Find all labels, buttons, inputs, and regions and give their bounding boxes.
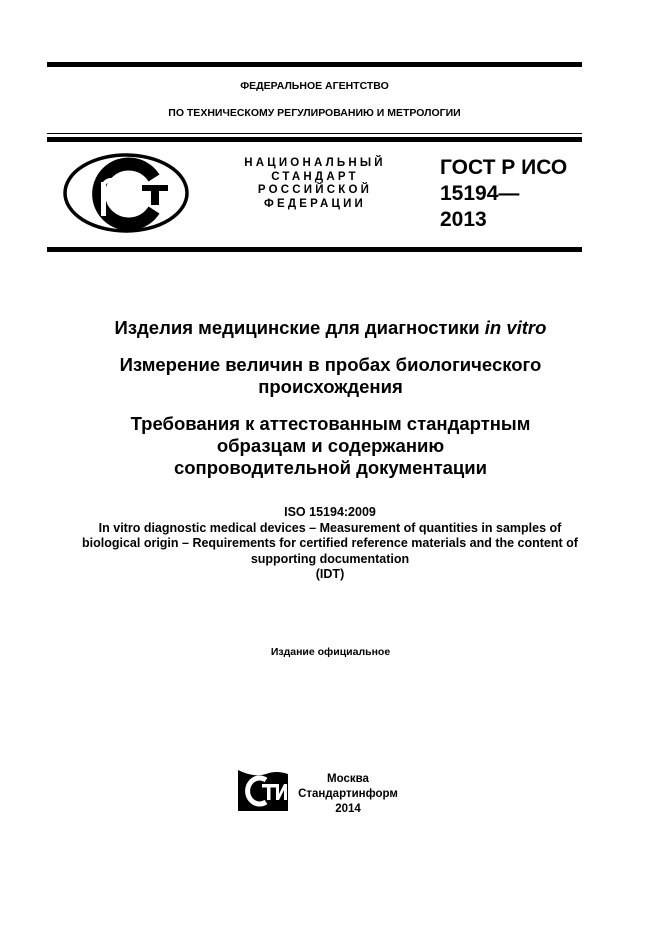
iso-code: ISO 15194:2009 <box>284 505 376 519</box>
title-part-1-italic: in vitro <box>484 317 547 338</box>
title-part-3 <box>47 413 614 479</box>
publisher-city: Москва <box>327 773 369 785</box>
designation-line-3: 2013 <box>440 208 487 231</box>
standartinform-logo-icon <box>236 768 290 812</box>
national-standard-label <box>222 157 408 211</box>
official-edition-label: Издание официальное <box>270 646 391 658</box>
rst-logo-icon <box>62 152 190 234</box>
iso-title-line-1: In vitro diagnostic medical devices – Measurement of quantities in samples of <box>98 520 562 535</box>
title-part-3-line-3: сопроводительной документации <box>173 457 488 478</box>
standard-designation <box>440 155 600 233</box>
designation-line-1: ГОСТ Р ИСО <box>440 156 568 179</box>
agency-line-1: ФЕДЕРАЛЬНОЕ АГЕНТСТВО <box>240 80 389 92</box>
title-part-1 <box>47 317 614 339</box>
iso-title-line-3: supporting documentation <box>250 551 410 566</box>
agency-line-2: ПО ТЕХНИЧЕСКОМУ РЕГУЛИРОВАНИЮ И МЕТРОЛОГИИ <box>168 107 461 119</box>
national-label-line-4: ФЕДЕРАЦИИ <box>263 197 367 210</box>
thin-rule <box>47 133 582 134</box>
title-part-2-line-2: происхождения <box>258 376 403 397</box>
national-label-line-2: СТАНДАРТ <box>271 170 359 183</box>
iso-reference <box>30 505 630 583</box>
national-label-line-3: РОССИЙСКОЙ <box>257 184 373 196</box>
publisher-name: Стандартинформ <box>298 788 398 800</box>
national-label-line-1: НАЦИОНАЛЬНЫЙ <box>244 157 386 169</box>
title-part-2-line-1: Измерение величин в пробах биологического <box>119 354 542 375</box>
iso-title-line-2: biological origin – Requirements for certified reference materials and the content of <box>82 536 578 550</box>
mid-thick-rule <box>47 137 582 142</box>
bottom-thick-rule <box>47 247 582 252</box>
top-thick-rule <box>47 62 582 67</box>
publisher-info <box>293 772 403 817</box>
designation-line-2: 15194— <box>440 182 520 205</box>
title-part-3-line-2: образцам и содержанию <box>216 435 445 456</box>
title-part-3-line-1: Требования к аттестованным стандартным <box>130 413 531 434</box>
title-part-1-main: Изделия медицинские для диагностики <box>114 317 485 338</box>
publisher-year: 2014 <box>335 803 361 815</box>
title-part-2 <box>47 354 614 398</box>
iso-equivalence: (IDT) <box>315 567 345 581</box>
